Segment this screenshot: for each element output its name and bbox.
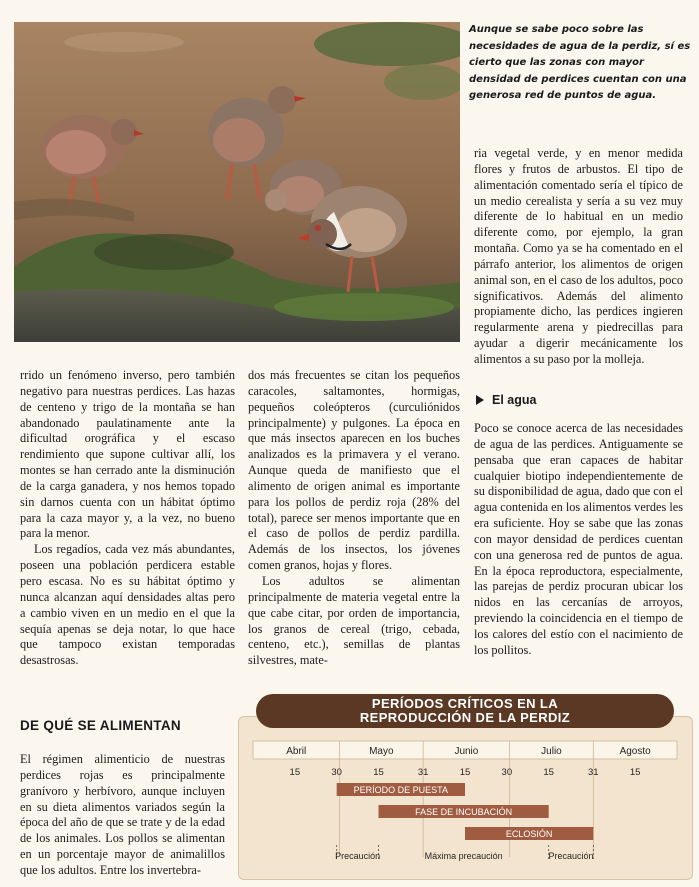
text-column-3-continued — [474, 421, 683, 659]
text-column-2 — [248, 368, 460, 669]
text-column-4 — [20, 752, 225, 879]
paragraph: dos más frecuentes se citan los pequeños caracoles, saltamontes, hormigas, pequeños coleópteros (curculiónidos principalmente) y pulgones. La época en que más insectos aparecen en los buches analizados es la primavera y el verano. Aunque queda de manifiesto que el alimento de origen animal es importante para los pollos de perdiz roja (28% del total), parece ser menos importante que en el caso de pollos de perdiz pardilla. Además de los insectos, los jóvenes comen granos, hojas y flores. — [248, 368, 460, 573]
phase-bar-label: PERÍODO DE PUESTA — [353, 785, 449, 795]
paragraph: rrido un fenómeno inverso, pero también negativo para nuestras perdices. Las hazas de centeno y trigo de la montaña se han abandonado paulatinamente ante la dificultad orográfica y el escaso rendimiento que supone cultivar allí, los montes se han cerrado ante la disminución de la carga ganadera, y nos hemos topado sin darnos cuenta con un hábitat óptimo para la caza mayor y, a la vez, no bueno para la menor. — [20, 368, 235, 541]
day-tick-label: 31 — [588, 767, 599, 778]
phase-bar-label: ECLOSIÓN — [505, 829, 553, 839]
paragraph: Los regadíos, cada vez más abundantes, poseen una población perdicera estable pero escasa. No es su hábitat óptimo y nunca alcanzan aquí densidades altas pero a cambio viven en un medio en el que la sequía apenas se deja notar, lo que hace que tampoco existan temporadas desastrosas. — [20, 542, 235, 668]
month-label: Agosto — [619, 746, 651, 757]
month-label: Julio — [541, 746, 562, 757]
breeding-periods-chart — [238, 694, 693, 882]
month-label: Junio — [454, 746, 479, 757]
partridge-photo — [14, 22, 460, 342]
month-label: Abril — [286, 746, 307, 757]
gantt-svg — [239, 717, 694, 881]
day-tick-label: 30 — [331, 767, 342, 778]
triangle-bullet-icon — [476, 395, 484, 405]
section-heading-alimentan: DE QUÉ SE ALIMENTAN — [20, 718, 181, 733]
zone-label: Precaución — [548, 851, 594, 861]
day-tick-label: 15 — [629, 767, 641, 778]
day-tick-label: 30 — [501, 767, 513, 778]
phase-bar-label: FASE DE INCUBACIÓN — [415, 807, 513, 817]
paragraph: Poco se conoce acerca de las necesidades de agua de las perdices. Antiguamente se pensaba que eran capaces de habitar cualquier biotipo independientemente de su disponibilidad de agua, dado que con el agua contenida en los alimentos verdes les era suficiente. Hoy se sabe que las zonas con mayor densidad de perdices cuentan con una generosa red de puntos de agua. En la época reproductora, especialmente, las parejas de perdiz procuran ubicar los nidos en las cercanías de arroyos, previendo la coincidencia en el tiempo de los calores del estío con el nacimiento de los pollitos. — [474, 421, 683, 657]
photo-caption: Aunque se sabe poco sobre las necesidades de agua de la perdiz, sí es cierto que las zonas con mayor densidad de perdices cuentan con una generosa red de puntos de agua. — [469, 24, 691, 102]
text-column-3 — [474, 146, 683, 368]
paragraph: Los adultos se alimentan principalmente de materia vegetal entre la que cabe citar, por orden de importancia, los granos de cereal (trigo, cebada, centeno, etc.), semillas de plantas silvestres, mate- — [248, 573, 460, 668]
heading-text: El agua — [492, 393, 537, 407]
text-column-1 — [20, 368, 235, 669]
zone-label: Precaución — [335, 851, 381, 861]
day-tick-label: 15 — [459, 767, 471, 778]
paragraph: ria vegetal verde, y en menor medida flores y frutos de arbustos. El tipo de alimentación comentado sería el típico de un medio cerealista y sería a su vez muy diferente de lo habitual en un medio diferente como, por ejemplo, la gran montaña. Como ya se ha comentado en el párrafo anterior, los alimentos de origen animal son, en el caso de los adultos, poco significativos. Además del alimento propiamente dicho, las perdices ingieren regularmente arena y piedrecillas para ayudar a digerir mecánicamente los alimentos a su paso por la molleja. — [474, 146, 683, 366]
chart-title — [256, 694, 674, 728]
chart-title-line-1: PERÍODOS CRÍTICOS EN LA — [371, 696, 559, 711]
zone-label: Máxima precaución — [424, 851, 503, 861]
chart-title-line-2: REPRODUCCIÓN DE LA PERDIZ — [359, 710, 571, 725]
day-tick-label: 15 — [289, 767, 301, 778]
paragraph: El régimen alimenticio de nuestras perdices rojas es principalmente granívoro y herbívoro, aunque incluyen en su dieta alimentos variados según la época del año de que se trate y de la edad de los animales. Los pollos se alimentan en un porcentaje mayor de animalillos que los adultos. Entre los invertebra- — [20, 752, 225, 877]
section-heading-agua — [476, 393, 536, 407]
day-tick-label: 15 — [543, 767, 554, 778]
month-label: Mayo — [369, 746, 394, 757]
day-tick-label: 31 — [417, 767, 429, 778]
chart-panel — [238, 716, 693, 880]
day-tick-label: 15 — [373, 767, 384, 778]
